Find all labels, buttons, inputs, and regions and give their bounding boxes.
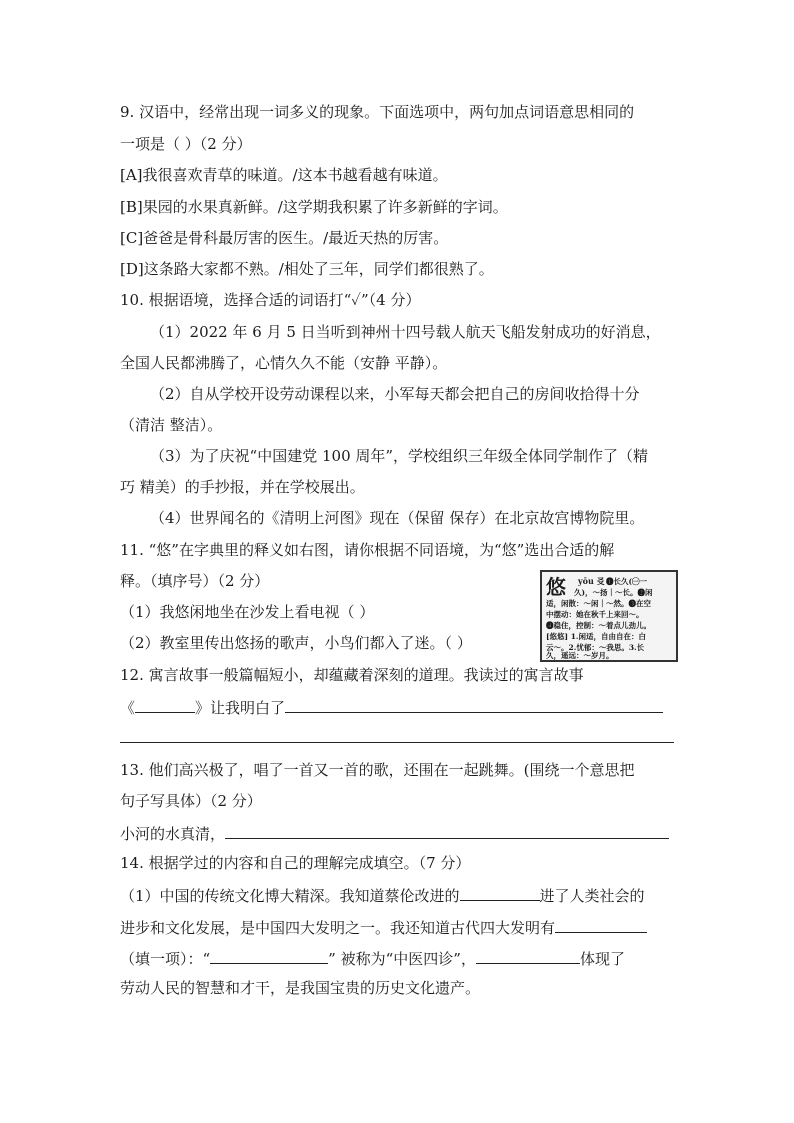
q10-s3-line1: （3）为了庆祝“中国建党 100 周年”，学校组织三年级全体同学制作了（精 [150,447,649,465]
q11-line2: 释。（填序号）（2 分） [120,572,270,590]
q14-row2 [120,916,647,938]
q10-s1-line2: 全国人民都沸腾了，心情久久不能（安静 平静）。 [120,354,448,372]
q12-fable-blank[interactable] [135,696,195,713]
q12-answer-line-2[interactable] [120,742,674,743]
q10-s1-line1: （1）2022 年 6 月 5 日当听到神州十四号载人航天飞船发射成功的好消息， [150,323,661,341]
q9-option-d: [D]这条路大家都不熟。/相处了三年，同学们都很熟了。 [120,260,494,278]
q13-prompt: 小河的水真清， [120,825,226,843]
q10-s3-line2: 巧 精美）的手抄报，并在学校展出。 [120,478,365,496]
q14-row3 [120,947,625,969]
q14-text-3: 进步和文化发展，是中国四大发明之一。我还知道古代四大发明有 [120,919,556,937]
dict-text-5: ❹稳住，控制：～着点儿劲儿。 [546,621,651,630]
dictionary-image [540,570,678,662]
q12-close-text: 》让我明白了 [195,699,286,717]
q10-s4: （4）世界闻名的《清明上河图》现在（保留 保存）在北京故宫博物院里。 [150,509,645,527]
q10-s2-line1: （2）自从学校开设劳动课程以来，小军每天都会把自己的房间收拾得十分 [150,385,640,403]
q14-text-5: ” 被称为“中医四诊”， [328,950,476,968]
q14-text-1: （1）中国的传统文化博大精深。我知道蔡伦改进的 [120,887,460,905]
q11-line1: 11. “悠”在字典里的释义如右图，请你根据不同语境，为“悠”选出合适的解 [120,541,615,559]
q12-open-bracket: 《 [120,699,136,717]
q14-text-2: 进了人类社会的 [539,887,645,905]
q14-blank-2[interactable] [555,916,647,933]
dict-text-1: ❶长久(㊀一 [606,577,648,586]
q10-s2-line2: （清洁 整洁）。 [120,416,223,434]
q13-line1: 13. 他们高兴极了，唱了一首又一首的歌，还围在一起跳舞。(围绕一个意思把 [120,761,635,779]
q13-line2: 句子写具体）（2 分） [120,792,262,810]
q9-option-b: [B]果园的水果真新鲜。/这学期我积累了许多新鲜的字词。 [120,198,508,216]
q14-text-6: 体现了 [579,950,625,968]
dict-text-4: 中摆动：她在秋千上来回～。 [546,610,644,619]
q13-answer-row [120,822,669,844]
dict-text-8: 久，遥远：～岁月。 [546,651,614,660]
q14-text-4: （填一项）：“ [120,950,211,968]
dict-text-7: 云～。2.忧郁：～我思。3.长 [546,643,645,652]
q14-row4: 劳动人民的智慧和才干，是我国宝贵的历史文化遗产。 [120,979,481,997]
q12-line1: 12. 寓言故事一般篇幅短小，却蕴藏着深刻的道理。我读过的寓言故事 [120,666,584,684]
q10-title: 10. 根据语境，选择合适的词语打“✓”（4 分） [120,291,421,309]
q9-option-c: [C]爸爸是骨科最厉害的医生。/最近天热的厉害。 [120,229,449,247]
dict-char: 悠 [546,575,566,599]
q12-answer-blank[interactable] [285,696,663,713]
dict-text-2: 久)，～扬｜～长。❷闲 [574,588,653,597]
q9-line2: 一项是（ ）（2 分） [120,135,252,153]
q9-option-a: [A]我很喜欢青草的味道。/这本书越看越有味道。 [120,166,448,184]
q14-title: 14. 根据学过的内容和自己的理解完成填空。（7 分） [120,854,471,872]
q13-answer-blank[interactable] [225,822,669,839]
dict-text-6: [悠悠] 1.闲适，自由自在：白 [546,632,647,641]
dict-text-3: 适，闲散：～闲｜～然。❸在空 [546,599,651,608]
q14-blank-4[interactable] [476,947,580,964]
q11-s2: （2）教室里传出悠扬的歌声，小鸟们都入了迷。（ ） [120,634,472,652]
q14-row1 [120,884,645,906]
dict-pinyin: yōu 㕛 [578,576,605,586]
q14-blank-3[interactable] [210,947,328,964]
q12-line2 [120,696,663,718]
q11-s1: （1）我悠闲地坐在沙发上看电视（ ） [120,603,375,621]
q9-line1: 9. 汉语中，经常出现一词多义的现象。下面选项中，两句加点词语意思相同的 [120,103,635,121]
q14-blank-1[interactable] [460,884,540,901]
